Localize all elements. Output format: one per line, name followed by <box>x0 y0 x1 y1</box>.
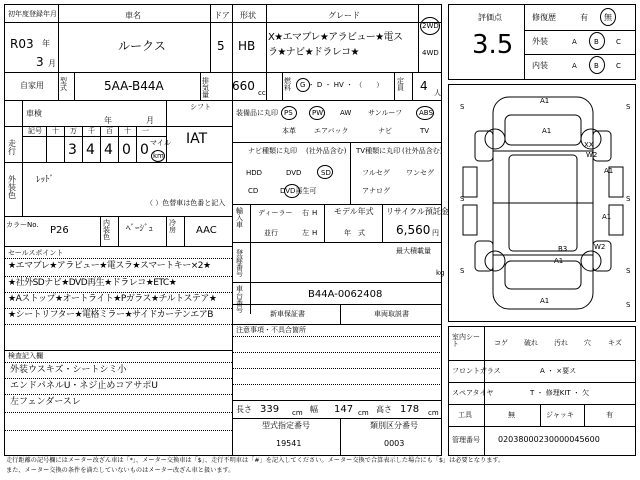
type-no-label: 型式指定番号 <box>262 421 310 430</box>
seat-stain: 汚れ <box>554 339 568 347</box>
ext-grade-c: C <box>616 38 621 46</box>
digit-header: 百 <box>106 127 113 135</box>
score-value: 3.5 <box>472 30 514 60</box>
diagram-mark: S <box>460 195 465 203</box>
tv-type-label: TV種類に丸印 <box>356 147 401 155</box>
first-reg-month: 3 <box>36 55 44 69</box>
model-year-label: モデル年式 <box>334 207 374 216</box>
first-reg-label: 初年度登録年月 <box>8 10 57 18</box>
digit-header: 十 <box>124 127 131 135</box>
glass-label: フロントガラス <box>452 367 501 375</box>
doors: 5 <box>217 39 225 53</box>
diagram-mark: W2 <box>586 151 598 159</box>
diagram-mark: S <box>626 267 631 275</box>
interior-grade-label: 内装 <box>532 61 548 70</box>
jack-value: 有 <box>606 411 613 419</box>
diagram-mark: S <box>626 103 631 111</box>
navi-cd: CD <box>248 187 259 195</box>
seat-label: 室内シート <box>452 333 480 348</box>
aircon: AAC <box>196 225 217 236</box>
diagram-mark: XX <box>584 141 594 149</box>
diagram-mark: A1 <box>540 297 550 305</box>
digit-header: 万 <box>70 127 77 135</box>
diagram-mark: B3 <box>558 245 568 253</box>
length-label: 長さ <box>236 405 252 414</box>
exterior-label: 外装色 <box>8 175 16 200</box>
mileage-digit: 4 <box>104 142 113 158</box>
notes-label: 検査記入欄 <box>8 352 43 360</box>
digit-header: 十 <box>52 127 59 135</box>
length-unit: cm <box>292 409 303 417</box>
reg-no-label: 登録番号 <box>236 249 243 278</box>
grade-line-1: X★エマブレ★アラビュー★電ス <box>268 32 403 43</box>
import-label: 輸入車 <box>236 207 243 229</box>
year-unit: 年 <box>42 39 50 48</box>
footer-line-2: また、メーター交換の条件を満たしていないものはメーター改ざん車と扱います。 <box>6 467 235 474</box>
navi-dvd-playback: DVD再生可 <box>280 187 317 195</box>
model: 5AA-B44A <box>104 79 164 93</box>
selling-point-line: ★社外SDナビ★DVD再生★ドラレコ★ETC★ <box>8 278 177 288</box>
inspection-month-label: 月 <box>146 116 154 125</box>
notes-issues-label: 注意事項・不具合箇所 <box>236 326 306 334</box>
fuel-options: G ・ D ・ HV ・ （ ） <box>300 81 384 89</box>
selling-point-line: ★エマブレ★アラビュー★電スラ★スマートキー×2★ <box>8 261 211 271</box>
doors-label: ドア <box>214 11 230 20</box>
diagram-mark: S <box>626 195 631 203</box>
mileage-digit: 0 <box>140 142 149 158</box>
capacity-unit: 人 <box>434 89 441 97</box>
seat-tear: 破れ <box>524 339 538 347</box>
navi-hdd: HDD <box>246 169 263 177</box>
displacement-unit: cc <box>258 89 266 97</box>
car-outline-svg <box>449 85 635 321</box>
fuel-label: 燃料 <box>284 77 291 92</box>
ext-grade-b: B <box>594 38 599 46</box>
car-diagram <box>448 84 636 322</box>
glass-value: A ・ ×要ス <box>540 367 577 375</box>
height: 178 <box>400 404 420 415</box>
navi-type-label: ナビ種類に丸印 <box>248 147 297 155</box>
shift-label: シフト <box>190 103 211 111</box>
equip-navi: ナビ <box>378 127 392 135</box>
capacity-label: 定員 <box>397 77 404 92</box>
navi-type-sub: (社外品含む) <box>306 147 347 155</box>
import-dealer: ディーラー <box>258 209 293 217</box>
tv-type-sub: (社外品含む) <box>402 147 443 155</box>
unit-mile: マイル <box>150 139 171 147</box>
recycle-unit: 円 <box>432 229 439 237</box>
length: 339 <box>260 404 280 415</box>
score-label: 評価点 <box>478 13 502 22</box>
mileage-digit: 4 <box>86 142 95 158</box>
tv-oneseg: ワンセグ <box>406 169 434 177</box>
tools-label: 工具 <box>458 411 472 419</box>
usage-label: 自家用 <box>20 81 44 90</box>
equip-aw: AW <box>340 109 352 117</box>
note-line: 左フェンダースレ <box>10 397 81 407</box>
model-label: 型式 <box>60 77 67 92</box>
diagram-mark: A1 <box>602 213 612 221</box>
diagram-mark: A1 <box>604 167 614 175</box>
int-grade-b: B <box>594 62 599 70</box>
note-line: エンドパネルU・ネジ止めコアサポU <box>10 381 158 391</box>
ext-grade-a: A <box>572 38 577 46</box>
mileage-digit: 0 <box>122 142 131 158</box>
mileage-digit: 3 <box>68 142 77 158</box>
diagram-mark: A1 <box>542 127 552 135</box>
import-right: 右 <box>302 209 309 217</box>
selling-point-line: ★Aストップ★オートライト★Pガラス★チルトステア★ <box>8 294 217 304</box>
color-no-label: カラーNo. <box>6 221 39 229</box>
diagram-mark: S <box>460 267 465 275</box>
diagram-mark: W2 <box>594 243 606 251</box>
repair-label: 修復歴 <box>532 13 556 22</box>
class-no-label: 類別区分番号 <box>370 421 418 430</box>
equip-leather: 本革 <box>282 127 296 135</box>
repair-yes: 有 <box>580 13 588 22</box>
interior-color-label: 内装色 <box>103 219 110 241</box>
inspection-label: 車検 <box>26 109 42 118</box>
first-reg-year: R03 <box>10 37 34 51</box>
exterior-note: （ ）色替車は色番と記入 <box>146 199 226 207</box>
recycle-amount: 6,560 <box>396 223 431 237</box>
seat-burn: コゲ <box>494 339 508 347</box>
equipment-label: 装備品に丸印 <box>236 109 278 117</box>
int-grade-a: A <box>572 62 577 70</box>
manual-label: 車両取説書 <box>374 310 409 318</box>
tools-value: 無 <box>508 411 515 419</box>
grade-label: グレード <box>328 11 360 20</box>
type-no: 19541 <box>276 439 302 448</box>
int-grade-c: C <box>616 62 621 70</box>
footer-line-1: 走行距離の記号欄にはメーター改ざん車は「*」、メーター交換車は「$」、走行不明車は「#」を記入してください。メーター交換で合算表示した場合にも「$」は必要となります。 <box>6 457 505 464</box>
import-handle-l: H <box>312 229 318 237</box>
exterior-grade-label: 外装 <box>532 37 548 46</box>
interior-color: ﾍﾞｰｼﾞｭ <box>126 224 154 234</box>
import-handle-r: H <box>312 209 318 217</box>
import-left: 左 <box>302 229 309 237</box>
diagram-mark: A1 <box>540 97 550 105</box>
class-no: 0003 <box>384 439 405 448</box>
height-label: 高さ <box>376 405 392 414</box>
car-name: ルークス <box>118 39 166 53</box>
width: 147 <box>334 404 354 415</box>
month-unit: 月 <box>48 59 56 68</box>
import-parallel: 並行 <box>264 229 278 237</box>
equip-abs: ABS <box>419 109 433 117</box>
max-load-label: 最大積載量 <box>396 247 431 255</box>
digit-header: 一 <box>142 127 149 135</box>
inspection-year-label: 年 <box>104 116 112 125</box>
seat-hole: 穴 <box>584 339 591 347</box>
equip-tv: TV <box>420 127 430 135</box>
displacement-label: 排気量 <box>202 77 209 99</box>
shape-label: 形状 <box>240 11 256 20</box>
drive-2wd: 2WD <box>422 22 439 30</box>
shift: IAT <box>186 131 208 147</box>
max-load-unit: kg <box>436 269 445 277</box>
color-no: P26 <box>50 225 69 236</box>
capacity: 4 <box>420 79 428 93</box>
seat-scratch: キズ <box>608 339 622 347</box>
drive-4wd: 4WD <box>422 49 439 57</box>
digit-header: 千 <box>88 127 95 135</box>
diagram-mark: A1 <box>554 257 564 265</box>
jack-label: ジャッキ <box>546 411 574 419</box>
recycle-label: リサイクル預託金 <box>386 207 449 216</box>
selling-point-line: ★シートリフター★電格ミラー★サイドカーテンエアB <box>8 310 213 320</box>
navi-dvd: DVD <box>286 169 302 177</box>
spare-value: T ・ 修理KIT ・ 欠 <box>530 389 590 397</box>
mgmt-label: 管理番号 <box>452 436 480 444</box>
selling-points-label: セールスポイント <box>8 249 64 257</box>
displacement: 660 <box>232 79 255 93</box>
diagram-mark: S <box>460 103 465 111</box>
chassis-no: B44A-0062408 <box>308 289 383 300</box>
note-line: 外装ウスキズ・シートシミ小 <box>10 365 127 375</box>
width-label: 幅 <box>310 405 318 414</box>
tv-fullseg: フルセグ <box>362 169 390 177</box>
repair-no: 無 <box>604 13 612 22</box>
model-year-unit: 年 式 <box>344 229 365 237</box>
equip-sunroof: サンルーフ <box>368 109 403 117</box>
grade-line-2: ラ★ナビ★ドラレコ★ <box>268 47 359 58</box>
width-unit: cm <box>358 409 369 417</box>
mileage-note-label: 記号 <box>28 127 42 135</box>
navi-sd: SD <box>321 169 331 177</box>
mgmt-no: 02038000230000045600 <box>498 435 600 444</box>
exterior-color: ﾚｯﾄﾞ <box>36 175 55 185</box>
aircon-label: 冷房 <box>169 219 176 234</box>
spare-label: スペアタイヤ <box>452 389 494 397</box>
shape: HB <box>238 39 256 53</box>
diagram-mark: S <box>626 301 631 309</box>
equip-airbag: エアバック <box>314 127 349 135</box>
car-name-label: 車名 <box>125 11 141 20</box>
equip-ps: PS <box>284 109 293 117</box>
height-unit: cm <box>428 409 439 417</box>
equip-pw: PW <box>312 109 324 117</box>
chassis-label: 車台番号 <box>236 285 243 314</box>
tv-analog: アナログ <box>362 187 390 195</box>
mileage-label: 走行 <box>8 139 16 156</box>
warranty-label: 新車保証書 <box>270 310 305 318</box>
unit-km: km <box>153 152 164 160</box>
